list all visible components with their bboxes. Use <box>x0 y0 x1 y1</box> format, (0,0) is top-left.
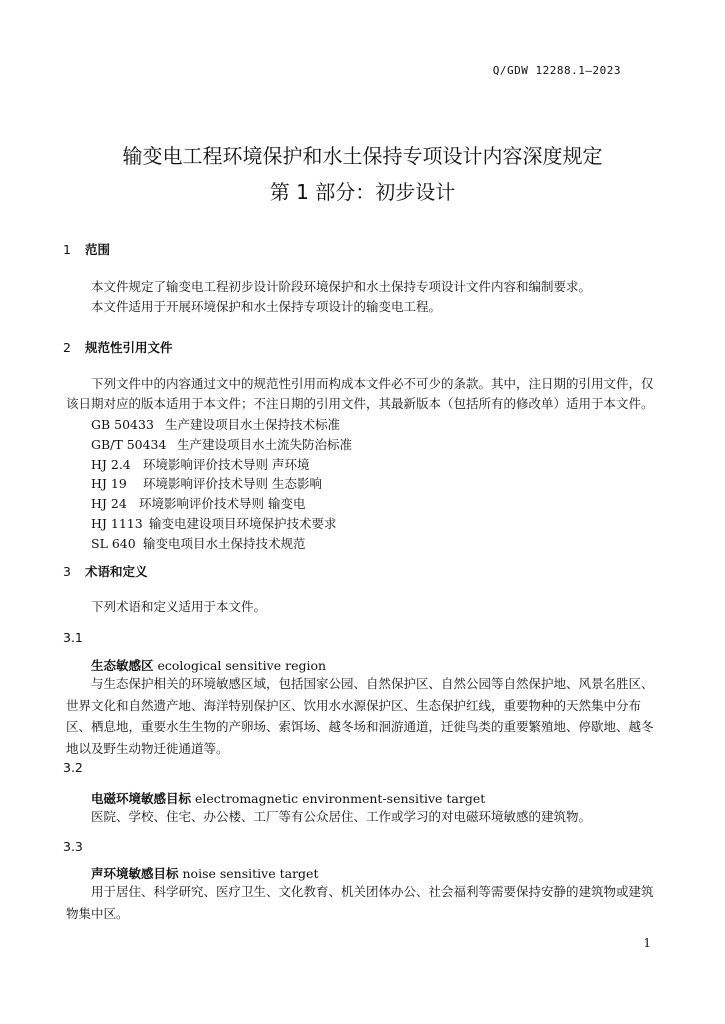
reference-item <box>91 415 352 435</box>
reference-item <box>91 514 352 534</box>
page-number: 1 <box>643 936 651 950</box>
paragraph: 本文件适用于开展环境保护和水土保持专项设计的输变电工程。 <box>91 299 442 314</box>
section-title: 规范性引用文件 <box>85 340 173 355</box>
reference-code: HJ 19 <box>91 476 127 492</box>
section-heading-terms-and-definitions <box>63 562 148 580</box>
term-definition: 用于居住、科学研究、医疗卫生、文化教育、机关团体办公、社会福利等需要保持安静的建筑物或建筑物集中区。 <box>66 884 654 921</box>
reference-title: 环境影响评价技术导则 生态影响 <box>143 476 322 492</box>
reference-title: 生产建设项目水土保持技术标准 <box>165 417 341 432</box>
reference-title: 输变电项目水土保持技术规范 <box>143 535 306 551</box>
reference-item <box>91 494 352 514</box>
reference-code: GB 50433 <box>91 417 154 432</box>
term-en: ecological sensitive region <box>157 658 327 673</box>
reference-code: HJ 1113 <box>91 515 143 531</box>
reference-title: 环境影响评价技术导则 输变电 <box>139 496 306 512</box>
term-en: electromagnetic environment-sensitive target <box>195 791 486 806</box>
reference-item <box>91 455 352 475</box>
reference-code: GB/T 50434 <box>91 436 167 452</box>
term-heading <box>91 789 485 807</box>
clause-number: 3.3 <box>63 839 83 854</box>
clause-number: 3.1 <box>63 630 83 645</box>
document-code: Q/GDW 12288.1—2023 <box>492 64 621 77</box>
reference-title: 环境影响评价技术导则 声环境 <box>143 456 310 472</box>
clause-number: 3.2 <box>63 760 83 775</box>
section-number: 2 <box>63 340 71 355</box>
reference-code: SL 640 <box>91 535 136 551</box>
reference-item <box>91 474 352 494</box>
reference-code: HJ 2.4 <box>91 456 131 472</box>
term-definition: 医院、学校、住宅、办公楼、工厂等有公众居住、工作或学习的对电磁环境敏感的建筑物。 <box>91 809 592 824</box>
term-en: noise sensitive target <box>182 866 319 881</box>
section-title: 术语和定义 <box>85 564 148 579</box>
reference-item <box>91 435 352 455</box>
reference-code: HJ 24 <box>91 496 127 512</box>
term-zh: 电磁环境敏感目标 <box>91 791 192 806</box>
section-heading-normative-references <box>63 338 173 356</box>
reference-title: 生产建设项目水土流失防治标准 <box>177 436 353 452</box>
document-subtitle: 第 1 部分：初步设计 <box>269 180 456 204</box>
section-heading-scope <box>63 240 110 258</box>
term-heading <box>91 864 318 882</box>
section-number: 3 <box>63 564 71 579</box>
paragraph: 下列术语和定义适用于本文件。 <box>91 599 267 614</box>
reference-title: 输变电建设项目环境保护技术要求 <box>149 515 337 531</box>
section-number: 1 <box>63 242 71 257</box>
paragraph: 本文件规定了输变电工程初步设计阶段环境保护和水土保持专项设计文件内容和编制要求。 <box>91 279 592 294</box>
reference-list <box>91 415 352 554</box>
term-zh: 生态敏感区 <box>91 658 154 673</box>
term-heading <box>91 656 326 674</box>
term-zh: 声环境敏感目标 <box>91 866 179 881</box>
term-definition: 与生态保护相关的环境敏感区域，包括国家公园、自然保护区、自然公园等自然保护地、风景名胜区、世界文化和自然遗产地、海洋特别保护区、饮用水水源保护区、生态保护红线，重要物种的天然集中分布区、栖息地，重要水生生物的产卵场、索饵场、越冬场和洄游通道，迁徙鸟类的重要繁殖地、停歇地、越冬地以及野生动物迁徙通道等。 <box>66 676 654 756</box>
paragraph: 下列文件中的内容通过文中的规范性引用而构成本文件必不可少的条款。其中，注日期的引用文件，仅该日期对应的版本适用于本文件；不注日期的引用文件，其最新版本（包括所有的修改单）适用于本文件。 <box>66 376 654 411</box>
document-title: 输变电工程环境保护和水土保持专项设计内容深度规定 <box>122 144 603 168</box>
reference-item <box>91 534 352 554</box>
section-title: 范围 <box>85 242 111 257</box>
